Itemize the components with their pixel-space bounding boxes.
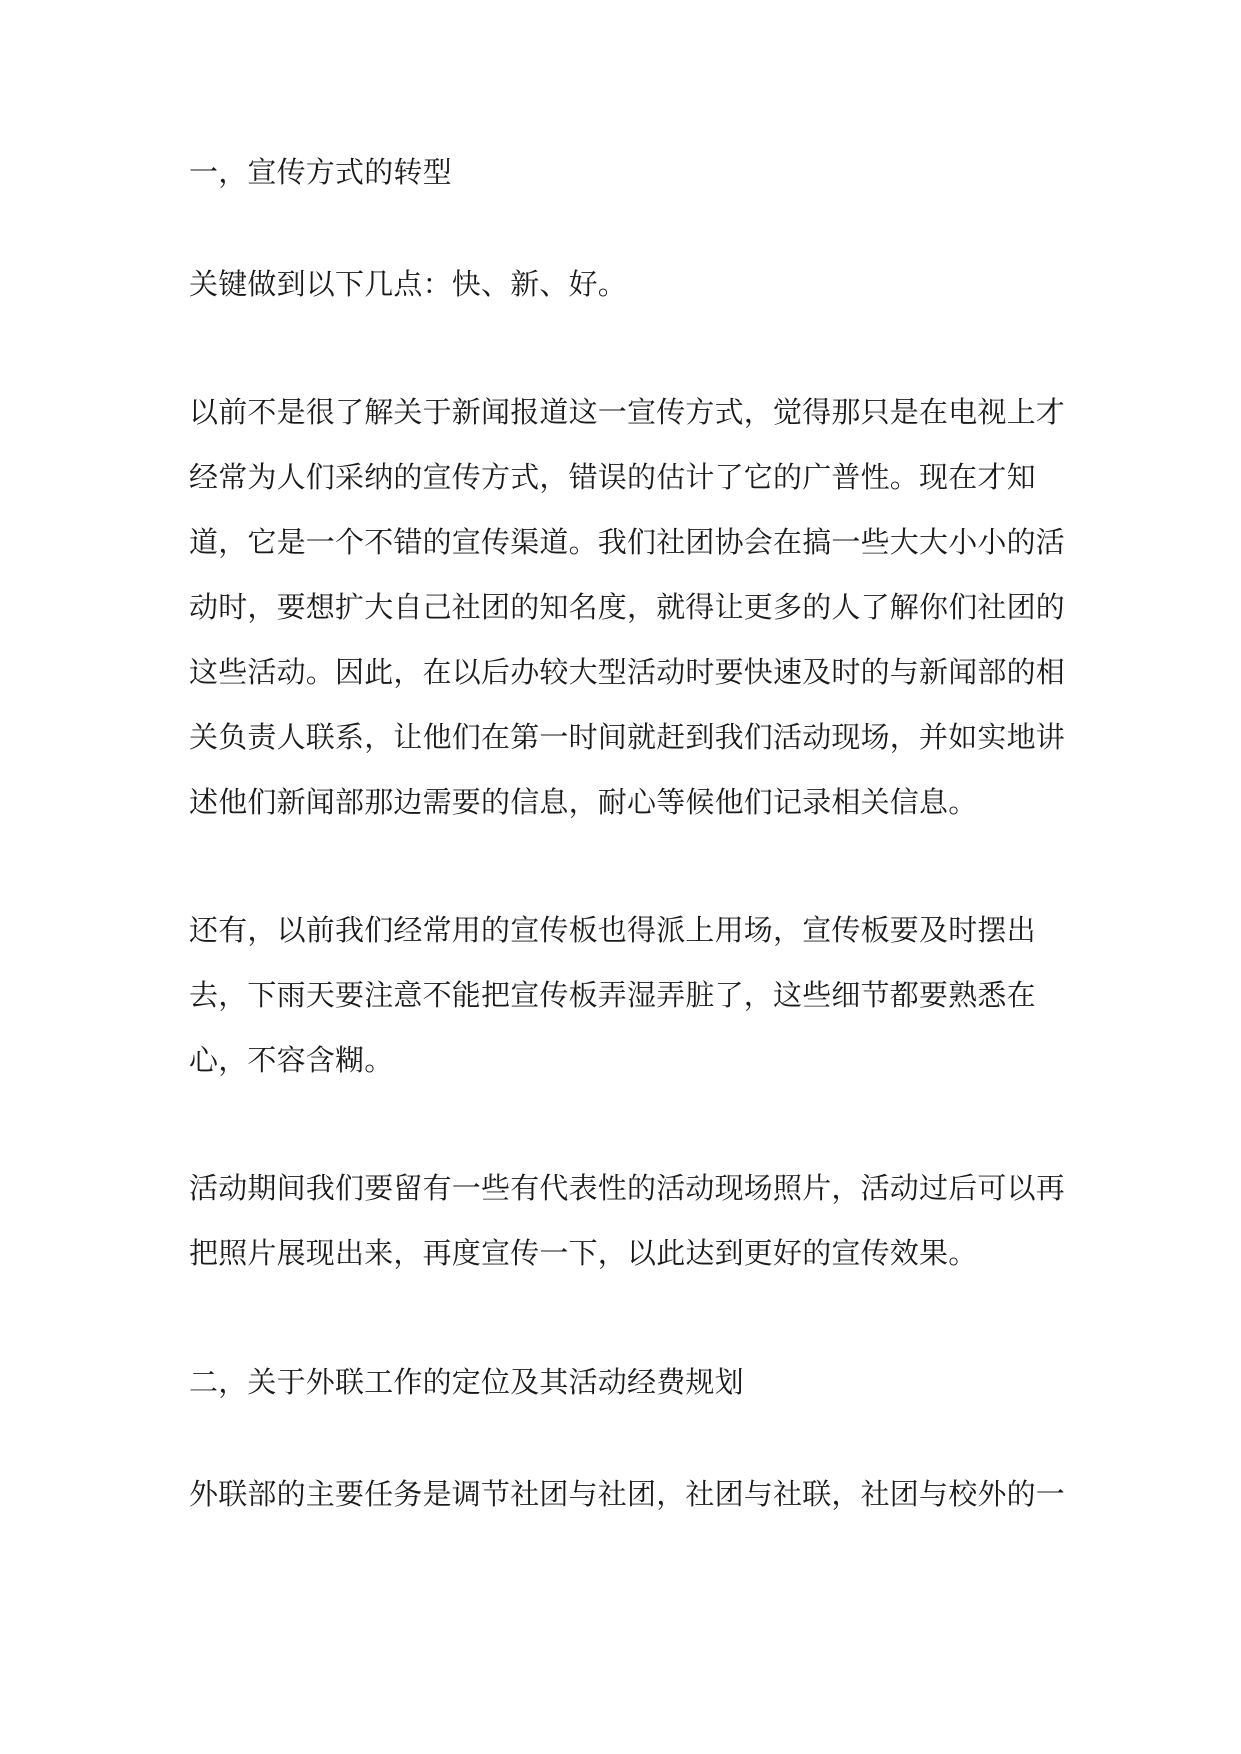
section-heading-1: 一，宣传方式的转型 — [189, 155, 452, 189]
paragraph-news-reporting: 以前不是很了解关于新闻报道这一宣传方式，觉得那只是在电视上才经常为人们采纳的宣传方式，错误的估计了它的广普性。现在才知道，它是一个不错的宣传渠道。我们社团协会在搞一些大大小小的活动时，要想扩大自己社团的知名度，就得让更多的人了解你们社团的这些活动。因此，在以后办较大型活动时要快速及时的与新闻部的相关负责人联系，让他们在第一时间就赶到我们活动现场，并如实地讲述他们新闻部那边需要的信息，耐心等候他们记录相关信息。 — [189, 395, 1066, 819]
paragraph-liaison-tasks: 外联部的主要任务是调节社团与社团，社团与社联，社团与校外的一 — [189, 1477, 1066, 1511]
paragraph-event-photos: 活动期间我们要留有一些有代表性的活动现场照片，活动过后可以再把照片展现出来，再度宣传一下，以此达到更好的宣传效果。 — [189, 1171, 1066, 1270]
document-body — [189, 140, 1069, 1527]
paragraph-key-points: 关键做到以下几点：快、新、好。 — [189, 267, 628, 301]
section-heading-2: 二，关于外联工作的定位及其活动经费规划 — [189, 1365, 744, 1399]
paragraph-publicity-boards: 还有，以前我们经常用的宣传板也得派上用场，宣传板要及时摆出去，下雨天要注意不能把宣传板弄湿弄脏了，这些细节都要熟悉在心，不容含糊。 — [189, 913, 1036, 1077]
